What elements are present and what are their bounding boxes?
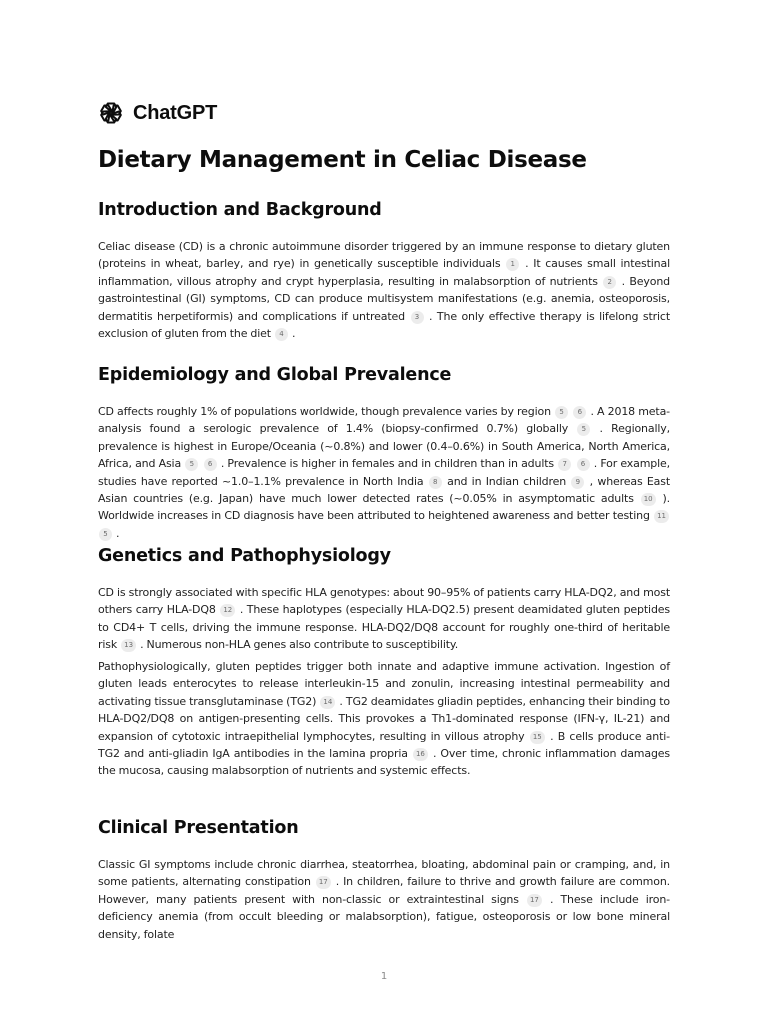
page-number: 1 — [380, 971, 388, 982]
citation-badge[interactable]: 5 — [555, 406, 568, 419]
citation-badge[interactable]: 14 — [320, 696, 335, 709]
citation-badge[interactable]: 8 — [429, 476, 442, 489]
citation-badge[interactable]: 2 — [603, 276, 616, 289]
body-paragraph: Celiac disease (CD) is a chronic autoimmune disorder triggered by an immune response to dietary gluten (proteins in wheat, barley, and rye) in genetically susceptible individuals 1 . It causes small intestinal inflammation, villous atrophy and crypt hyperplasia, resulting in malabsorption of nutrients 2 . Beyond gastrointestinal (GI) symptoms, CD can produce multisystem manifestations (e.g. anemia, osteoporosis, dermatitis herpetiformis) and complications if untreated 3 . The only effective therapy is lifelong strict exclusion of gluten from the diet 4 . — [98, 240, 671, 341]
section-heading: Introduction and Background — [98, 200, 382, 220]
citation-badge[interactable]: 9 — [571, 476, 584, 489]
section — [98, 198, 671, 341]
citation-badge[interactable]: 16 — [413, 748, 428, 761]
citation-badge[interactable]: 15 — [530, 731, 545, 744]
body-paragraph: CD is strongly associated with specific HLA genotypes: about 90–95% of patients carry HLA-DQ2, and most others carry HLA-DQ8 12 . These haplotypes (especially HLA-DQ2.5) present deamidated gluten peptides to CD4+ T cells, driving the immune response. HLA-DQ2/DQ8 account for roughly one-third of heritable risk 13 . Numerous non-HLA genes also contribute to susceptibility. — [98, 586, 670, 652]
citation-badge[interactable]: 5 — [577, 423, 590, 436]
citation-badge[interactable]: 11 — [654, 510, 669, 523]
openai-logo-icon — [98, 100, 124, 126]
brand-name: ChatGPT — [133, 101, 218, 124]
citation-badge[interactable]: 10 — [641, 493, 656, 506]
citation-badge[interactable]: 17 — [527, 894, 542, 907]
citation-badge[interactable]: 1 — [506, 258, 519, 271]
citation-badge[interactable]: 6 — [573, 406, 586, 419]
section — [98, 363, 671, 540]
body-paragraph: CD affects roughly 1% of populations worldwide, though prevalence varies by region 5 6 . A 2018 meta-analysis found a serologic prevalence of 1.4% (biopsy-confirmed 0.7%) globally 5 . Regionally, prevalence is highest in Europe/Oceania (~0.8%) and lower (0.4–0.6%) in South America, North America, Africa, and Asia 5 6 . Prevalence is higher in females and in children than in adults 7 6 . For example, studies have reported ~1.0–1.1% prevalence in North India 8 and in Indian children 9 , whereas East Asian countries (e.g. Japan) have much lower detected rates (~0.05% in asymptomatic adults 10 ). Worldwide increases in CD diagnosis have been attributed to heightened awareness and better testing 11 5 . — [98, 405, 671, 540]
citation-badge[interactable]: 13 — [121, 639, 136, 652]
citation-badge[interactable]: 6 — [577, 458, 590, 471]
document-title: Dietary Management in Celiac Disease — [98, 147, 587, 173]
section-heading: Clinical Presentation — [98, 818, 299, 838]
citation-badge[interactable]: 17 — [316, 876, 331, 889]
body-paragraph: Classic GI symptoms include chronic diarrhea, steatorrhea, bloating, abdominal pain or cramping, and, in some patients, alternating constipation 17 . In children, failure to thrive and growth failure are common. However, many patients present with non-classic or extraintestinal signs 17 . These include iron-deficiency anemia (from occult bleeding or malabsorption), fatigue, osteoporosis or low bone mineral density, folate — [98, 858, 670, 941]
citation-badge[interactable]: 5 — [99, 528, 112, 541]
citation-badge[interactable]: 4 — [275, 328, 288, 341]
citation-badge[interactable]: 6 — [204, 458, 217, 471]
citation-badge[interactable]: 7 — [558, 458, 571, 471]
brand-header — [98, 100, 217, 126]
section — [98, 544, 671, 778]
citation-badge[interactable]: 5 — [185, 458, 198, 471]
section-heading: Genetics and Pathophysiology — [98, 546, 391, 566]
citation-badge[interactable]: 12 — [220, 604, 235, 617]
body-paragraph: Pathophysiologically, gluten peptides trigger both innate and adaptive immune activation. Ingestion of gluten leads enterocytes to release interleukin-15 and zonulin, increasing intestinal permeability and activating tissue transglutaminase (TG2) 14 . TG2 deamidates gliadin peptides, enhancing their binding to HLA-DQ2/DQ8 on antigen-presenting cells. This provokes a Th1-dominated response (IFN-γ, IL-21) and expansion of cytotoxic intraepithelial lymphocytes, resulting in villous atrophy 15 . B cells produce anti-TG2 and anti-gliadin IgA antibodies in the lamina propria 16 . Over time, chronic inflammation damages the mucosa, causing malabsorption of nutrients and systemic effects. — [98, 660, 671, 778]
section — [98, 816, 670, 941]
citation-badge[interactable]: 3 — [411, 311, 424, 324]
section-heading: Epidemiology and Global Prevalence — [98, 365, 452, 385]
